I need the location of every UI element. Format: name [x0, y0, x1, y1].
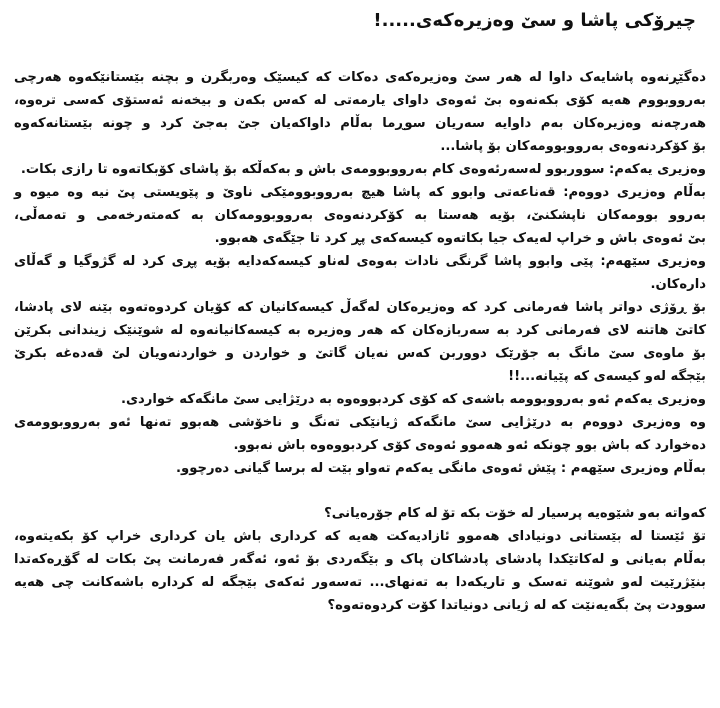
- section-gap: [14, 480, 706, 502]
- text-line: کەواتە بەو شێوەیە پرسیار لە خۆت بکە تۆ لە کام جۆرەیانی؟: [324, 506, 706, 521]
- text-line: وەزیری سێهەم: پێی وابوو پاشا گرنگی نادات بەوەی لەناو کیسەکەدایە بۆیە پڕی کرد لە گژوگیا و گەڵای: [14, 254, 706, 269]
- text-line: بۆ ڕۆژی دواتر پاشا فەرمانی کرد کە وەزیرەکان لەگەڵ کیسەکانیان کە کۆیان کردوەتەوە بێنە لای پادشا،: [14, 300, 706, 315]
- moral-section: [14, 502, 706, 617]
- paragraph: [14, 181, 706, 250]
- paragraph: [14, 502, 706, 525]
- text-line: بەڵام وەزیری دووەم: قەناعەتی وابوو کە پاشا هیچ بەرووبوومێکی ناوێ و پێویستی پێ نیە وە میوە و: [14, 185, 706, 200]
- text-line: دەگێڕنەوە پاشایەک داوا لە هەر سێ وەزیرەکەی دەکات کە کیسێک وەربگرن و بچنە بێستانێکەوە هەرچی: [14, 70, 706, 85]
- text-line: دارەکان.: [650, 277, 706, 292]
- paragraph: [14, 158, 706, 181]
- story-section: [14, 66, 706, 480]
- text-line: بنێژرێیت لەو شوێنە تەسک و تاریکەدا بە تەنهای... تەسەور ئەکەی بێجگە لە کرداره باشەکانت چی هەیە: [14, 575, 706, 590]
- text-line: کاتێ هاتنە لای فەرمانی کرد بە سەربازەکان کە هەر وەزیرە بە کیسەکانیانەوە لە شوێنێک زیندانی بکرێن: [14, 323, 706, 338]
- paragraph: [14, 411, 706, 457]
- text-line: بەڵام بەیانی و لەکاتێکدا پادشای پادشاکان پاک و بێگەردی بۆ ئەو، ئەگەر فەرمانت پێ بکات لە گۆڕەکەتدا: [14, 552, 706, 567]
- text-line: وەزیری یەکەم ئەو بەرووبوومە باشەی کە کۆی کردبووەوە بە درێژایی سێ مانگەکە خواردی.: [120, 392, 706, 407]
- text-line: تۆ ئێستا لە بێستانی دونیادای هەموو ئازادیەکت هەیە کە کرداری باش یان کرداری خراپ کۆ بکەیتەوە،: [14, 529, 706, 544]
- paragraph: [14, 296, 706, 388]
- paragraph: [14, 388, 706, 411]
- text-line: بۆ ماوەی سێ مانگ بە جۆرێک دووربن کەس نەیان گاتێ و خواردن و خواردنەویان لێ قەدەغە بکرێ: [14, 346, 706, 361]
- text-line: بۆ کۆکردنەوەی بەرووبوومەکان بۆ پاشا...: [440, 139, 706, 154]
- paragraph: [14, 525, 706, 617]
- text-line: وە وەزیری دووەم بە درێژایی سێ مانگەکە ژیانێکی تەنگ و ناخۆشی هەبوو تەنها ئەو بەرووبوومەی: [14, 415, 706, 430]
- text-line: بەڵام وەزیری سێهەم : پێش ئەوەی مانگی یەکەم تەواو بێت لە برسا گیانی دەرچوو.: [176, 461, 706, 476]
- text-line: بێجگە لەو کیسەی کە پێیانە...!!: [508, 369, 706, 384]
- text-line: سوودت پێ بگەیەنێت کە لە ژیانی دونیاتدا کۆت کردوەتەوە؟: [327, 598, 706, 613]
- paragraph: [14, 457, 706, 480]
- paragraph: [14, 66, 706, 158]
- text-line: بێ ئەوەی باش و خراپ لەیەک جیا بکاتەوە کیسەکەی پڕ کرد تا جێگەی هەبوو.: [214, 231, 706, 246]
- text-line: هەرچەنە وەزیرەکان بەم داوایە سەریان سوڕما بەڵام داواکەیان جێ بەجێ کرد و چونە بێستانەکەوە: [14, 116, 706, 131]
- paragraph: [14, 250, 706, 296]
- text-line: بەرووبووم هەیە کۆی بکەنەوە بێ ئەوەی داوای یارمەتی لە کەس بکەن و بیخەنە ئەستۆی کەسی ترەوە،: [14, 93, 706, 108]
- text-line: وەزیری یەکەم: سووربوو لەسەرئەوەی کام بەرووبوومەی باش و بەکەڵکە بۆ پاشای کۆبکاتەوە تا رازی بکات.: [20, 162, 706, 177]
- document-title: چیرۆکی پاشا و سێ وەزیرەکەی.....!: [373, 10, 696, 31]
- text-line: بەروو بوومەکان ناپشکنێ، بۆیە هەستا بە کۆکردنەوەی بەرووبوومەکان بە کەمتەرخەمی و تەمەڵی،: [14, 208, 706, 223]
- text-line: دەخوارد کە باش بوو چونکە ئەو هەموو ئەوەی کۆی کردبووەوە باش نەبوو.: [233, 438, 706, 453]
